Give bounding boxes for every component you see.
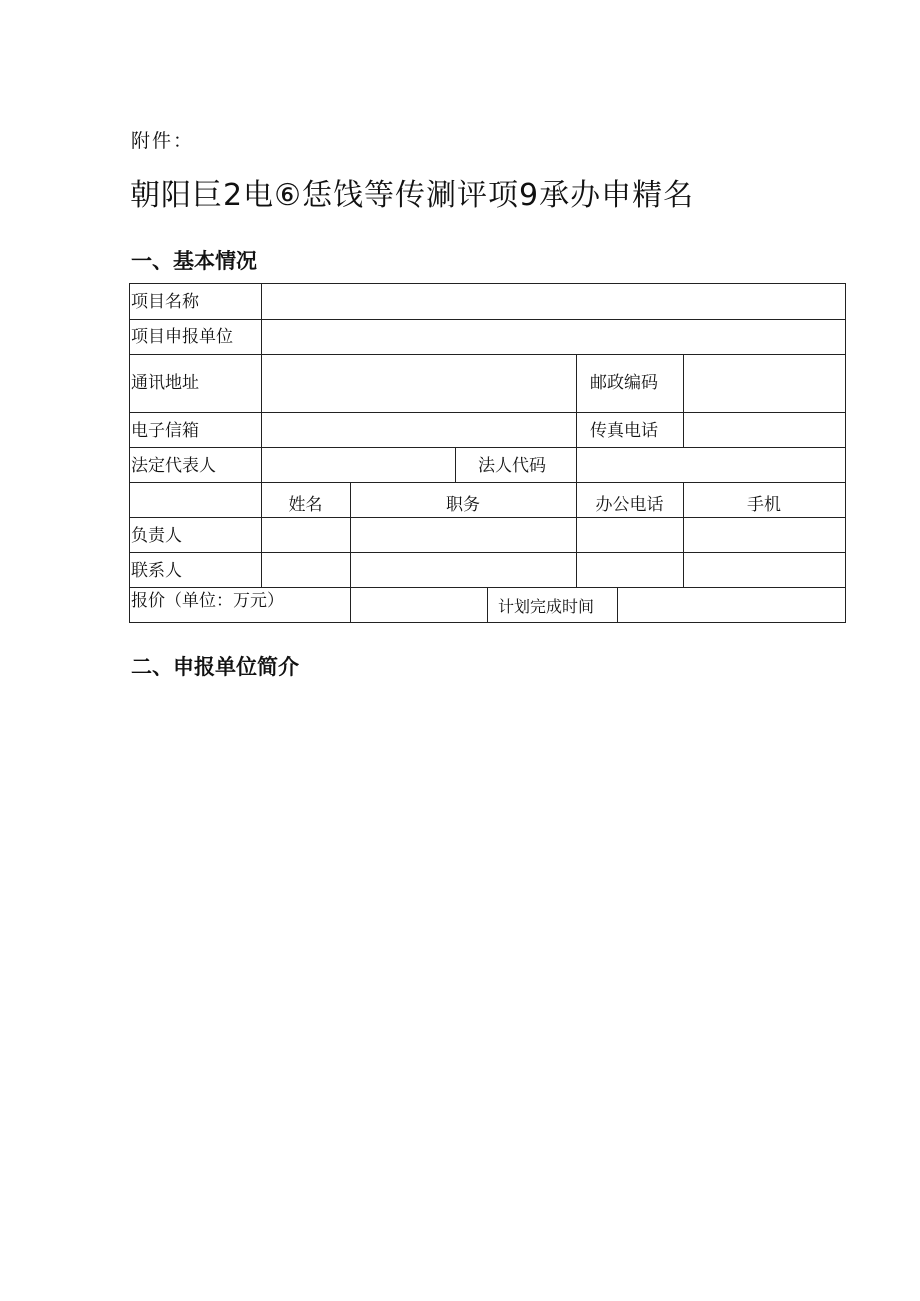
row-divider bbox=[130, 447, 845, 448]
column-header-name: 姓名 bbox=[288, 495, 323, 515]
column-divider bbox=[261, 284, 262, 587]
section-heading-basic-info: 一、基本情况 bbox=[131, 249, 257, 273]
fax-label: 传真电话 bbox=[590, 421, 658, 441]
row-divider bbox=[130, 552, 845, 553]
row-divider bbox=[130, 482, 845, 483]
postcode-label: 邮政编码 bbox=[590, 373, 658, 393]
row-divider bbox=[130, 517, 845, 518]
section-heading-unit-intro: 二、申报单位简介 bbox=[131, 655, 299, 679]
column-header-position: 职务 bbox=[446, 495, 480, 515]
email-label: 电子信箱 bbox=[131, 421, 199, 441]
row-divider bbox=[130, 412, 845, 413]
column-header-office-phone: 办公电话 bbox=[595, 495, 664, 515]
project-unit-label: 项目申报单位 bbox=[131, 327, 233, 347]
column-divider bbox=[455, 447, 456, 482]
column-divider bbox=[487, 587, 488, 623]
column-divider bbox=[350, 587, 351, 623]
responsible-label: 负责人 bbox=[131, 526, 182, 546]
column-divider bbox=[617, 587, 618, 623]
document-title: 朝阳巨2电⑥恁饯等传涮评项9承办申精名 bbox=[130, 178, 695, 213]
column-divider bbox=[576, 447, 577, 482]
column-header-mobile: 手机 bbox=[747, 495, 781, 515]
quote-label: 报价（单位：万元） bbox=[131, 591, 284, 611]
column-divider bbox=[576, 354, 577, 447]
attachment-label: 附件： bbox=[131, 130, 195, 152]
column-divider bbox=[683, 354, 684, 447]
application-form-table bbox=[129, 283, 846, 623]
row-divider bbox=[130, 354, 845, 355]
legal-rep-label: 法定代表人 bbox=[131, 456, 216, 476]
address-label: 通讯地址 bbox=[131, 373, 199, 393]
plan-time-label: 计划完成时间 bbox=[498, 597, 595, 616]
project-name-label: 项目名称 bbox=[131, 292, 199, 312]
legal-code-label: 法人代码 bbox=[478, 456, 546, 476]
contact-label: 联系人 bbox=[131, 561, 182, 581]
row-divider bbox=[130, 319, 845, 320]
